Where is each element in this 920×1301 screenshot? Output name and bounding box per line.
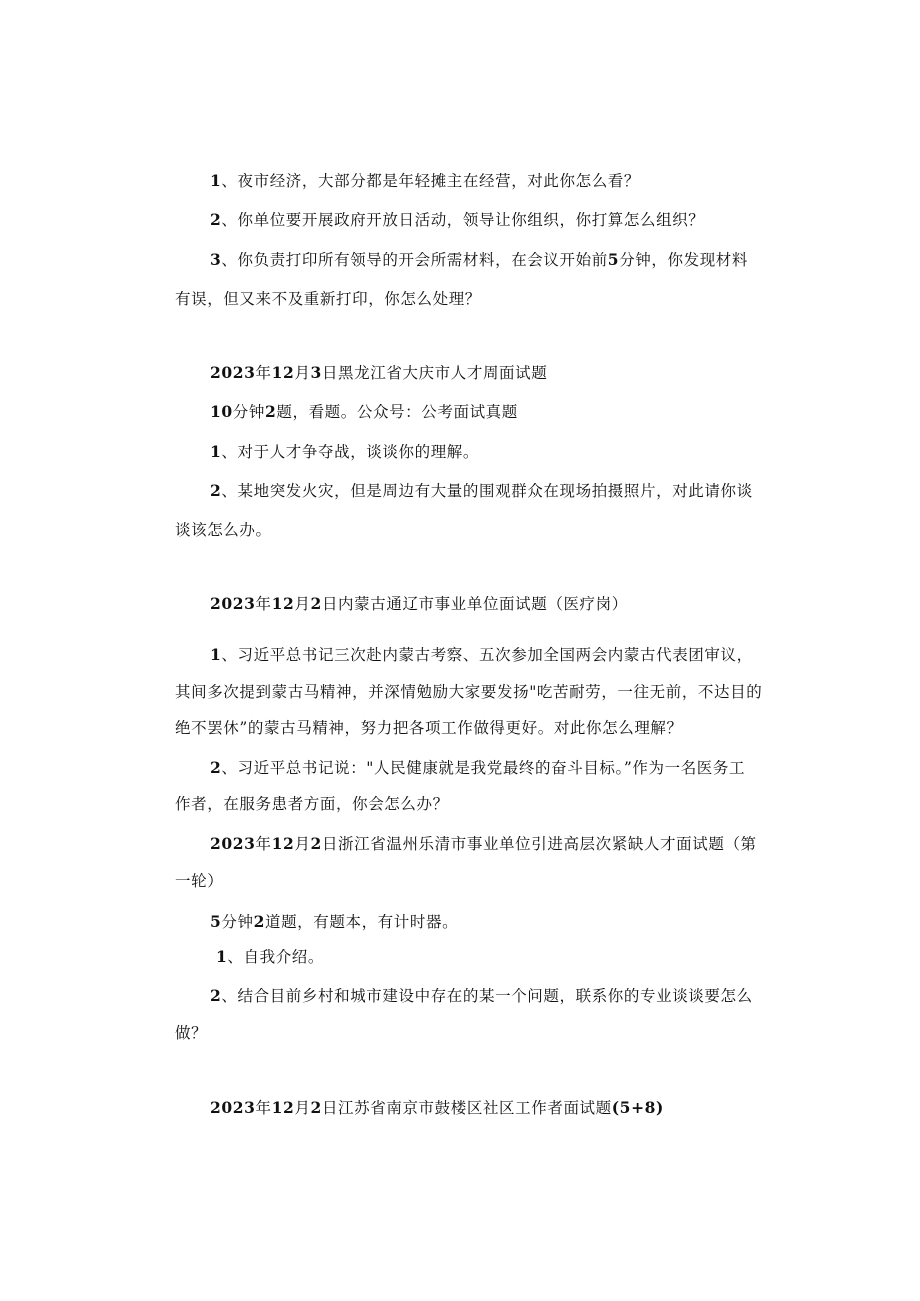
section-heading	[210, 833, 757, 855]
bold-number: 5	[210, 912, 222, 931]
line-text: 、对于人才争夺战，谈谈你的理解。	[221, 443, 479, 461]
question-continuation	[175, 793, 449, 815]
line-text: 日浙江省温州乐清市事业单位引进高层次紧缺人才面试题（第	[321, 835, 757, 853]
section-heading	[210, 593, 628, 615]
line-text: 日黑龙江省大庆市人才周面试题	[321, 364, 548, 382]
bold-number: 12	[271, 594, 295, 613]
bold-number: 3	[210, 250, 222, 269]
bold-number: 2023	[210, 594, 256, 613]
line-text: 道题，有题本，有计时器。	[264, 913, 459, 931]
section-note	[210, 911, 458, 933]
question-line	[210, 644, 753, 666]
line-text: 分钟	[221, 913, 254, 931]
question-line	[210, 480, 753, 502]
section-heading	[210, 362, 547, 384]
line-text: 年	[255, 364, 272, 382]
question-line	[210, 441, 479, 463]
line-text: 月	[294, 1099, 311, 1117]
line-text: 年	[255, 1099, 272, 1117]
bold-number: 10	[210, 402, 233, 421]
line-text: 月	[294, 595, 311, 613]
question-continuation	[175, 681, 762, 703]
question-line	[216, 946, 324, 968]
line-text: 日江苏省南京市鼓楼区社区工作者面试题	[321, 1099, 612, 1117]
bold-number: 1	[210, 645, 222, 664]
question-line	[210, 757, 745, 779]
line-text: 有误，但又来不及重新打印，你怎么处理？	[175, 290, 481, 308]
question-continuation	[175, 288, 481, 310]
line-text: 、你单位要开展政府开放日活动，领导让你组织，你打算怎么组织？	[221, 211, 705, 229]
bold-number: (5+8)	[611, 1098, 664, 1117]
line-text: 谈该怎么办。	[175, 521, 272, 539]
bold-number: 12	[271, 1098, 295, 1117]
line-text: 一轮）	[175, 872, 224, 890]
question-continuation	[175, 519, 272, 541]
section-note	[210, 401, 518, 423]
line-text: 、习近平总书记说："人民健康就是我党最终的奋斗目标。”作为一名医务工	[221, 759, 746, 777]
bold-number: 2	[310, 1098, 322, 1117]
bold-number: 2	[253, 912, 265, 931]
line-text: 作者，在服务患者方面，你会怎么办？	[175, 795, 449, 813]
question-line	[210, 209, 704, 231]
section-heading-continuation	[175, 870, 223, 892]
line-text: 题，看题。公众号：公考面试真题	[276, 403, 518, 421]
line-text: 、你负责打印所有领导的开会所需材料，在会议开始前	[221, 251, 608, 269]
bold-number: 5	[607, 250, 620, 269]
section-heading	[210, 1097, 664, 1119]
line-text: 绝不罢休”的蒙古马精神，努力把各项工作做得更好。对此你怎么理解？	[175, 719, 683, 737]
line-text: 、习近平总书记三次赴内蒙古考察、五次参加全国两会内蒙古代表团审议，	[221, 646, 753, 664]
question-line	[210, 985, 753, 1007]
bold-number: 2023	[210, 363, 256, 382]
bold-number: 2023	[210, 834, 256, 853]
question-line	[210, 249, 748, 271]
bold-number: 2023	[210, 1098, 256, 1117]
line-text: 年	[255, 835, 272, 853]
line-text: 月	[294, 364, 311, 382]
line-text: 年	[255, 595, 272, 613]
line-text: 、夜市经济，大部分都是年轻摊主在经营，对此你怎么看？	[221, 172, 640, 190]
bold-number: 2	[264, 402, 277, 421]
bold-number: 2	[210, 986, 222, 1005]
bold-number: 2	[210, 758, 222, 777]
line-text: 月	[294, 835, 311, 853]
line-text: 其间多次提到蒙古马精神，并深情勉励大家要发扬"吃苦耐劳，一往无前，不达目的	[175, 683, 763, 701]
line-text: 、某地突发火灾，但是周边有大量的围观群众在现场拍摄照片，对此请你谈	[221, 482, 753, 500]
question-line	[210, 170, 640, 192]
bold-number: 12	[271, 363, 295, 382]
line-text: 、自我介绍。	[227, 948, 324, 966]
bold-number: 2	[210, 481, 222, 500]
bold-number: 3	[310, 363, 322, 382]
line-text: 分钟，你发现材料	[619, 251, 748, 269]
bold-number: 2	[210, 210, 222, 229]
bold-number: 2	[310, 834, 322, 853]
line-text: 、结合目前乡村和城市建设中存在的某一个问题，联系你的专业谈谈要怎么	[221, 987, 753, 1005]
line-text: 分钟	[232, 403, 265, 421]
bold-number: 1	[216, 947, 228, 966]
bold-number: 2	[310, 594, 322, 613]
question-continuation	[175, 1022, 207, 1044]
bold-number: 1	[210, 171, 222, 190]
line-text: 日内蒙古通辽市事业单位面试题（医疗岗）	[321, 595, 628, 613]
bold-number: 12	[271, 834, 295, 853]
line-text: 做？	[175, 1024, 208, 1042]
question-continuation	[175, 717, 683, 739]
bold-number: 1	[210, 442, 222, 461]
